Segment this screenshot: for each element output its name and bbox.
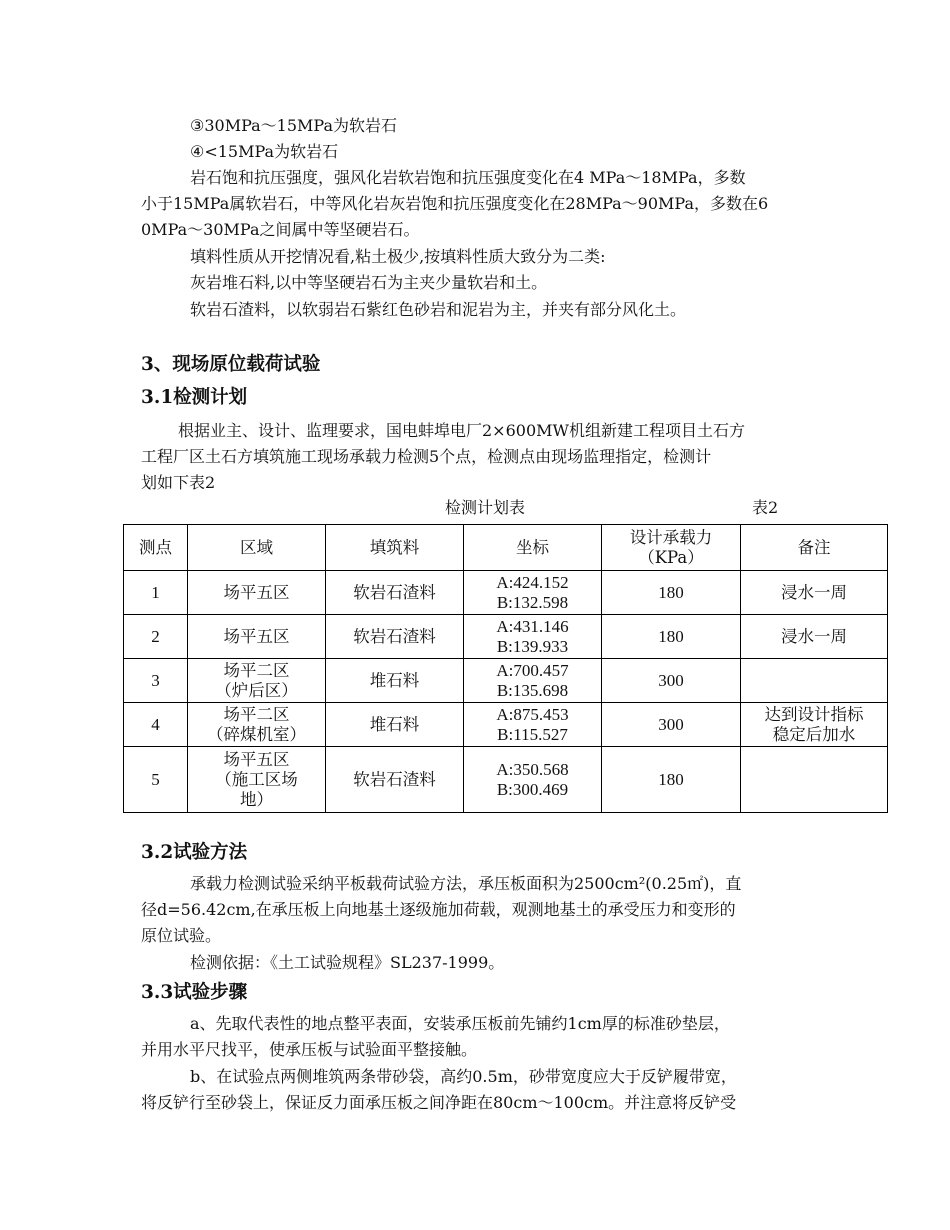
text-line: 填料性质从开挖情况看,粘土极少,按填料性质大致分为二类: <box>190 247 606 266</box>
material-cell: 软岩石渣料 <box>326 747 464 813</box>
table-row <box>124 703 888 747</box>
header-cell-line: 设计承载力 <box>629 527 713 547</box>
table-row <box>124 659 888 703</box>
subsection-heading: 3.2试验方法 <box>141 842 248 863</box>
table-caption: 检测计划表 <box>445 498 526 517</box>
point-id-cell: 3 <box>124 659 188 703</box>
capacity-cell: 180 <box>602 747 741 813</box>
point-id-cell: 1 <box>124 571 188 615</box>
coordinate-cell <box>464 703 602 747</box>
inspection-plan-table <box>123 524 888 813</box>
text-line: 径d=56.42cm,在承压板上向地基土逐级施加荷载，观测地基土的承受压力和变形的 <box>141 900 736 919</box>
material-cell: 堆石料 <box>326 703 464 747</box>
coordinate-b: B:115.527 <box>497 724 568 744</box>
header-cell: 区域 <box>188 525 326 571</box>
area-cell <box>188 659 326 703</box>
text-line: 检测依据：《土工试验规程》SL237-1999。 <box>190 953 505 972</box>
coordinate-b: B:132.598 <box>496 592 569 612</box>
coordinate-b: B:139.933 <box>496 636 569 656</box>
area-cell <box>188 571 326 615</box>
text-line: 原位试验。 <box>141 926 222 945</box>
table-row <box>124 615 888 659</box>
table-label: 表2 <box>752 498 779 517</box>
area-cell <box>188 703 326 747</box>
coordinate-a: A:431.146 <box>496 616 569 636</box>
coordinate-a: A:424.152 <box>496 572 569 592</box>
coordinate-cell <box>464 615 602 659</box>
capacity-cell: 300 <box>602 659 741 703</box>
note-cell <box>741 747 888 813</box>
text-line: 软岩石渣料，以软弱岩石紫红色砂岩和泥岩为主，并夹有部分风化土。 <box>190 300 687 319</box>
area-cell <box>188 747 326 813</box>
area-line: （炉后区） <box>215 680 298 700</box>
note-cell <box>741 659 888 703</box>
section-heading: 3、现场原位载荷试验 <box>141 354 321 375</box>
table-row <box>124 747 888 813</box>
note-line: 稳定后加水 <box>772 724 856 744</box>
note-cell <box>741 571 888 615</box>
note-line: 浸水一周 <box>781 626 847 646</box>
subsection-heading: 3.3试验步骤 <box>141 982 248 1003</box>
header-cell: 测点 <box>124 525 188 571</box>
text-line: 工程厂区土石方填筑施工现场承载力检测5个点，检测点由现场监理指定，检测计 <box>141 447 712 466</box>
table-header-row <box>124 525 888 571</box>
area-line: （施工区场 <box>215 769 298 789</box>
area-cell <box>188 615 326 659</box>
capacity-cell: 180 <box>602 615 741 659</box>
coordinate-b: B:135.698 <box>496 680 569 700</box>
area-line: 场平五区 <box>223 626 290 646</box>
coordinate-a: A:350.568 <box>496 759 569 779</box>
text-line: a、先取代表性的地点整平表面，安装承压板前先铺约1cm厚的标准砂垫层， <box>190 1014 730 1033</box>
text-line: 灰岩堆石料,以中等坚硬岩石为主夹少量软岩和土。 <box>190 273 548 292</box>
text-line: 岩石饱和抗压强度，强风化岩软岩饱和抗压强度变化在4 MPa～18MPa，多数 <box>190 168 746 187</box>
coordinate-a: A:875.453 <box>496 704 569 724</box>
capacity-cell: 180 <box>602 571 741 615</box>
note-line: 达到设计指标 <box>764 704 864 724</box>
header-cell: 备注 <box>741 525 888 571</box>
coordinate-cell <box>464 747 602 813</box>
text-line: 将反铲行至砂袋上，保证反力面承压板之间净距在80cm～100cm。并注意将反铲受 <box>141 1093 737 1112</box>
material-cell: 软岩石渣料 <box>326 571 464 615</box>
material-cell: 软岩石渣料 <box>326 615 464 659</box>
capacity-cell: 300 <box>602 703 741 747</box>
area-line: 场平五区 <box>223 749 290 769</box>
text-line: 0MPa～30MPa之间属中等坚硬岩石。 <box>141 220 420 239</box>
area-line: 场平二区 <box>223 660 290 680</box>
note-cell <box>741 703 888 747</box>
text-line: 划如下表2 <box>141 473 216 492</box>
text-line: ④<15MPa为软岩石 <box>190 142 339 161</box>
text-line: ③30MPa～15MPa为软岩石 <box>190 116 398 135</box>
area-line: 场平五区 <box>223 582 290 602</box>
header-cell: 填筑料 <box>326 525 464 571</box>
subsection-heading: 3.1检测计划 <box>141 387 248 408</box>
area-line: 场平二区 <box>223 704 290 724</box>
text-line: b、在试验点两侧堆筑两条带砂袋，高约0.5m，砂带宽度应大于反铲履带宽， <box>190 1067 737 1086</box>
coordinate-a: A:700.457 <box>496 660 569 680</box>
material-cell: 堆石料 <box>326 659 464 703</box>
area-line: 地） <box>240 789 273 809</box>
coordinate-b: B:300.469 <box>496 779 569 799</box>
point-id-cell: 5 <box>124 747 188 813</box>
text-line: 承载力检测试验采纳平板载荷试验方法，承压板面积为2500cm²(0.25㎡)，直 <box>190 874 742 893</box>
table-row <box>124 571 888 615</box>
text-line: 并用水平尺找平，使承压板与试验面平整接触。 <box>141 1040 478 1059</box>
header-cell <box>602 525 741 571</box>
text-line: 根据业主、设计、监理要求，国电蚌埠电厂2×600MW机组新建工程项目土石方 <box>178 421 745 440</box>
header-cell-line: （KPa） <box>638 547 704 567</box>
point-id-cell: 2 <box>124 615 188 659</box>
coordinate-cell <box>464 659 602 703</box>
note-cell <box>741 615 888 659</box>
text-line: 小于15MPa属软岩石，中等风化岩灰岩饱和抗压强度变化在28MPa～90MPa，多数在6 <box>141 194 769 213</box>
header-cell: 坐标 <box>464 525 602 571</box>
point-id-cell: 4 <box>124 703 188 747</box>
coordinate-cell <box>464 571 602 615</box>
area-line: （碎煤机室） <box>207 724 306 744</box>
note-line: 浸水一周 <box>781 582 847 602</box>
